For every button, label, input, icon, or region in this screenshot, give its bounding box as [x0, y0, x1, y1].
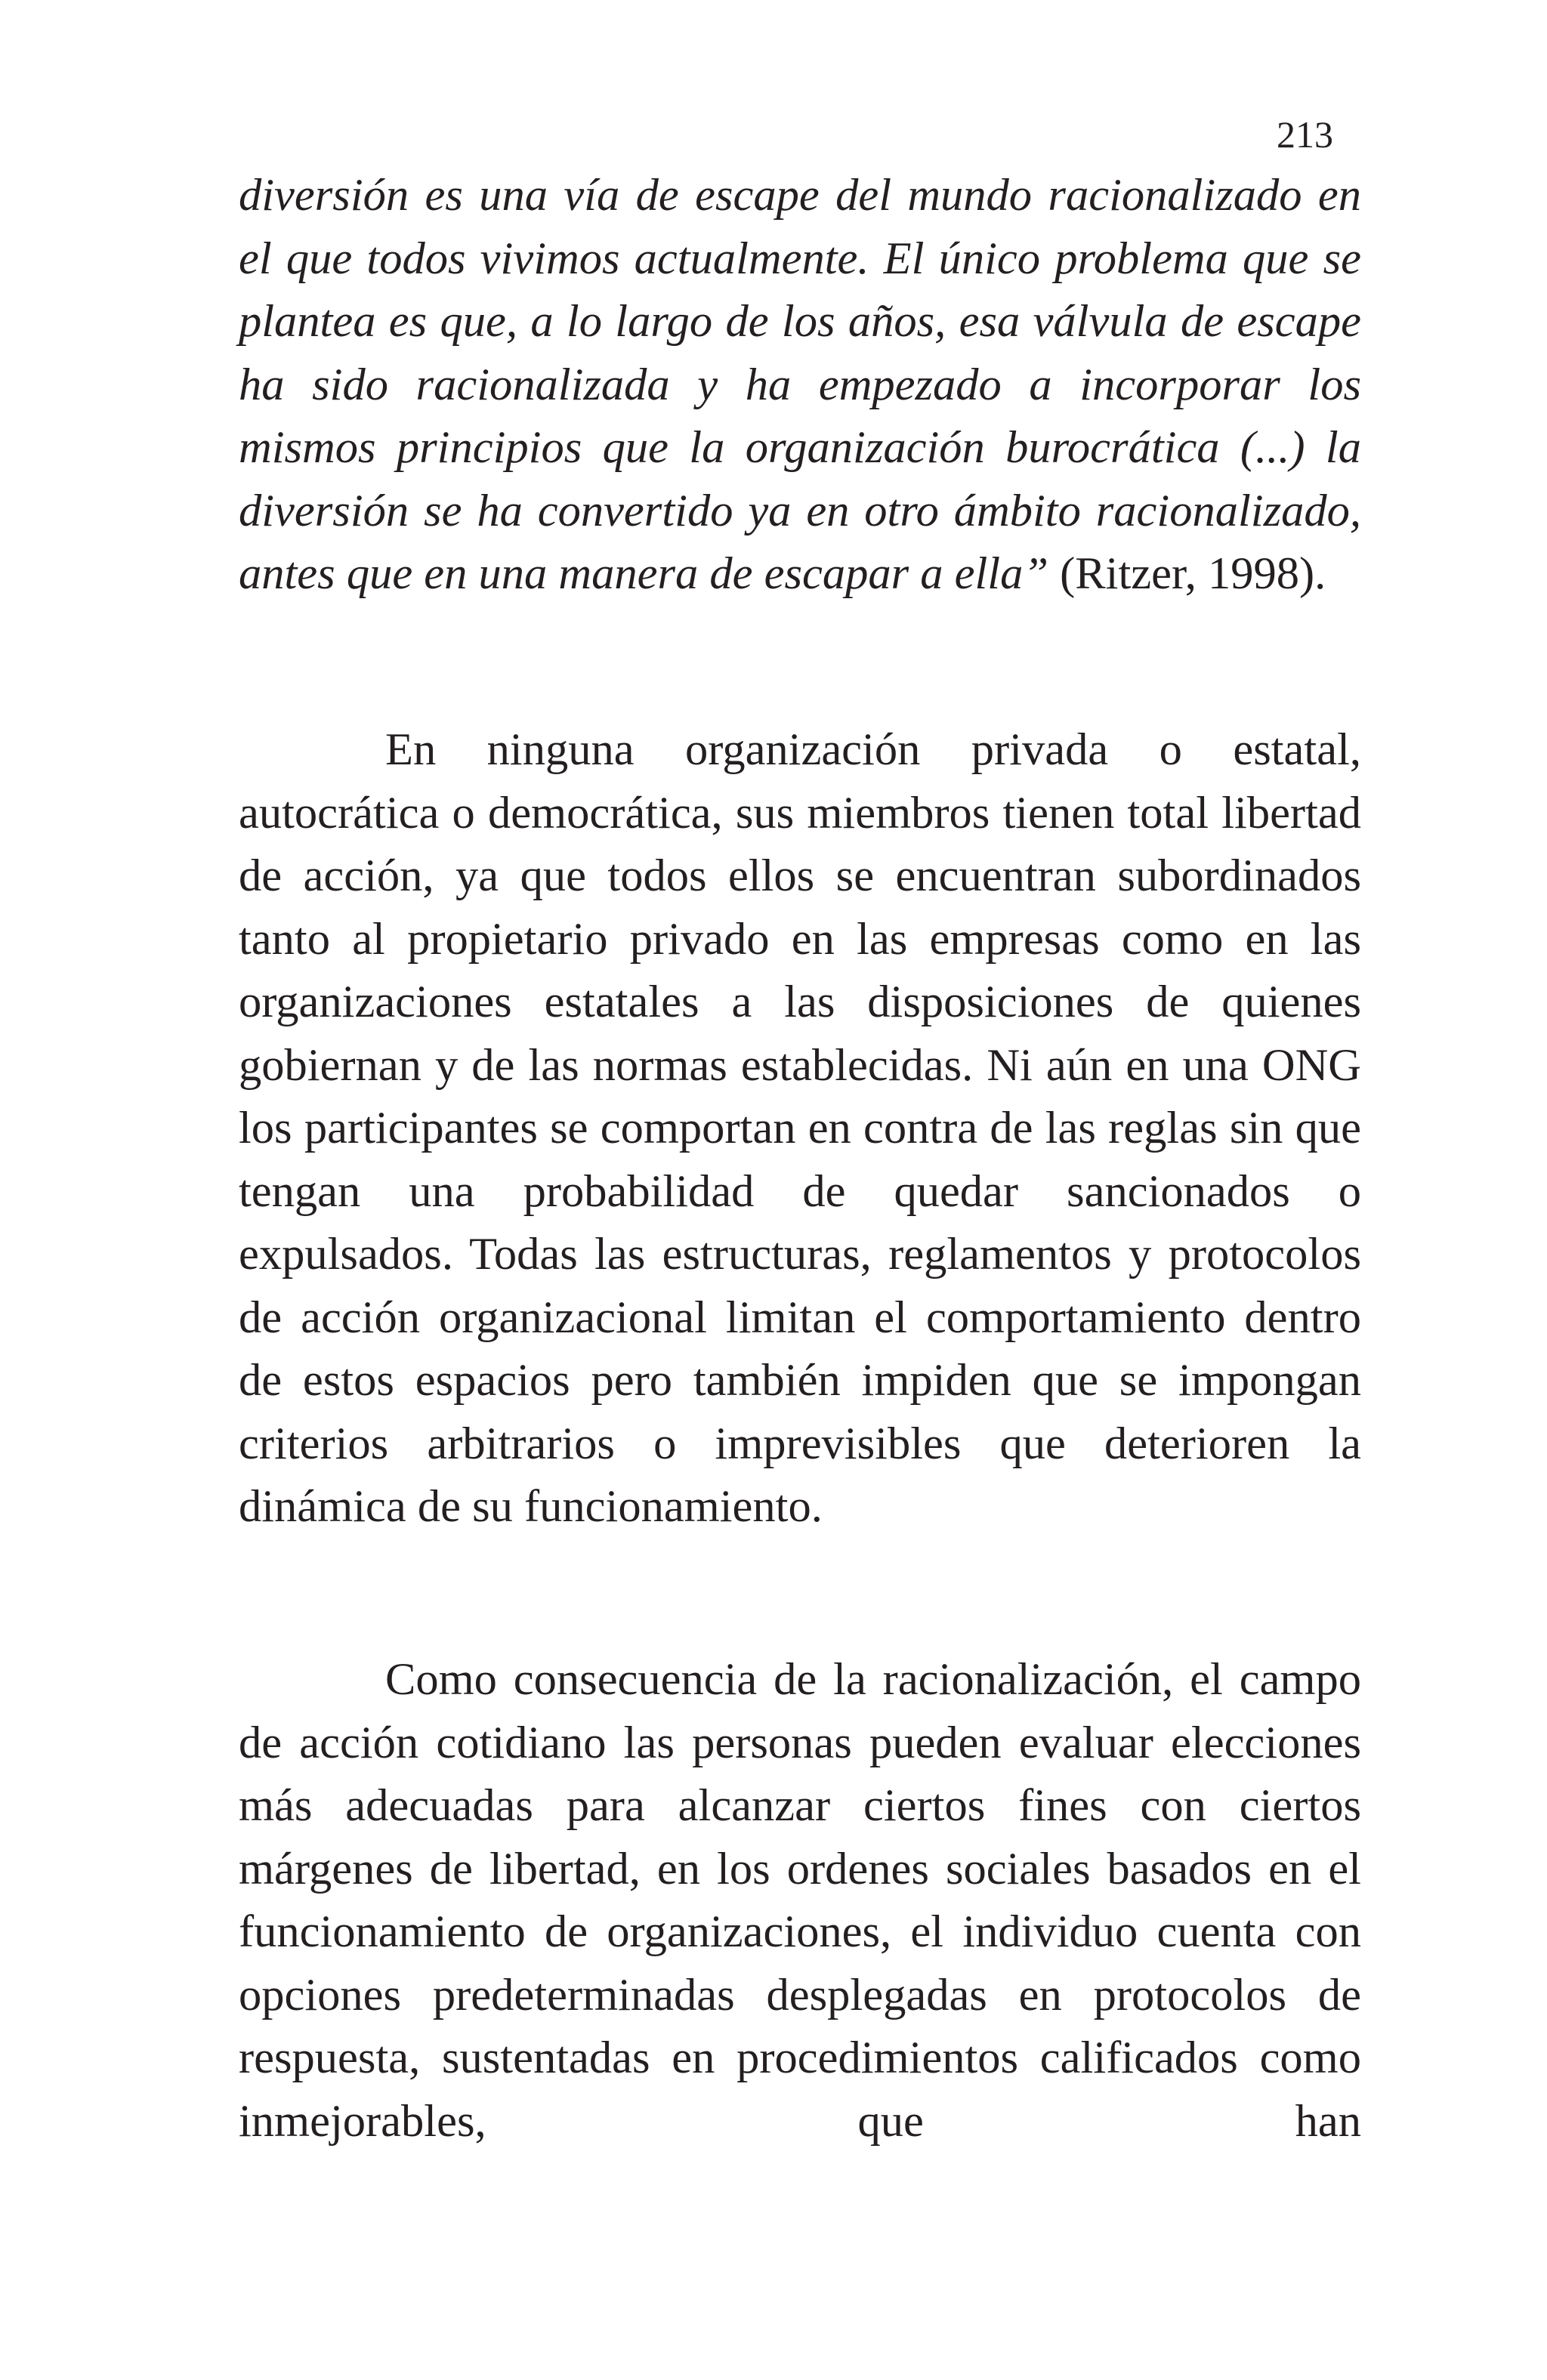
quote-text: diversión es una vía de escape del mundo racionalizado en el que todos vivimos actualmente. El único problema que se plantea es que, a lo largo de los años, esa válvula de escape ha sido racionalizada y ha empezado a incorporar los mismos principios que la organización burocrática (...) la diversión se ha convertido ya en otro ámbito racionalizado, antes que en una manera de escapar a ella”: [239, 170, 1361, 599]
quote-paragraph: [239, 164, 1361, 606]
body-paragraph-1: En ninguna organización privada o estatal, autocrática o democrática, sus miembros tienen total libertad de acción, ya que todos ellos se encuentran subordinados tanto al propietario privado en las empresas como en las organizaciones estatales a las disposiciones de quienes gobiernan y de las normas establecidas. Ni aún en una ONG los participantes se comportan en contra de las reglas sin que tengan una probabilidad de quedar sancionados o expulsados. Todas las estructuras, reglamentos y protocolos de acción organizacional limitan el comportamiento dentro de estos espacios pero también impiden que se impongan criterios arbitrarios o imprevisibles que deterioren la dinámica de su funcionamiento.: [239, 724, 1361, 1532]
quote-citation: (Ritzer, 1998).: [1048, 548, 1326, 599]
page-number: 213: [1277, 113, 1333, 156]
body-paragraph-2: Como consecuencia de la racionalización, el campo de acción cotidiano las personas pueden evaluar elecciones más adecuadas para alcanzar ciertos fines con ciertos márgenes de libertad, en los ordenes sociales basados en el funcionamiento de organizaciones, el individuo cuenta con opciones predeterminadas desplegadas en protocolos de respuesta, sustentadas en procedimientos calificados como inmejorables, que han: [239, 1654, 1361, 2147]
